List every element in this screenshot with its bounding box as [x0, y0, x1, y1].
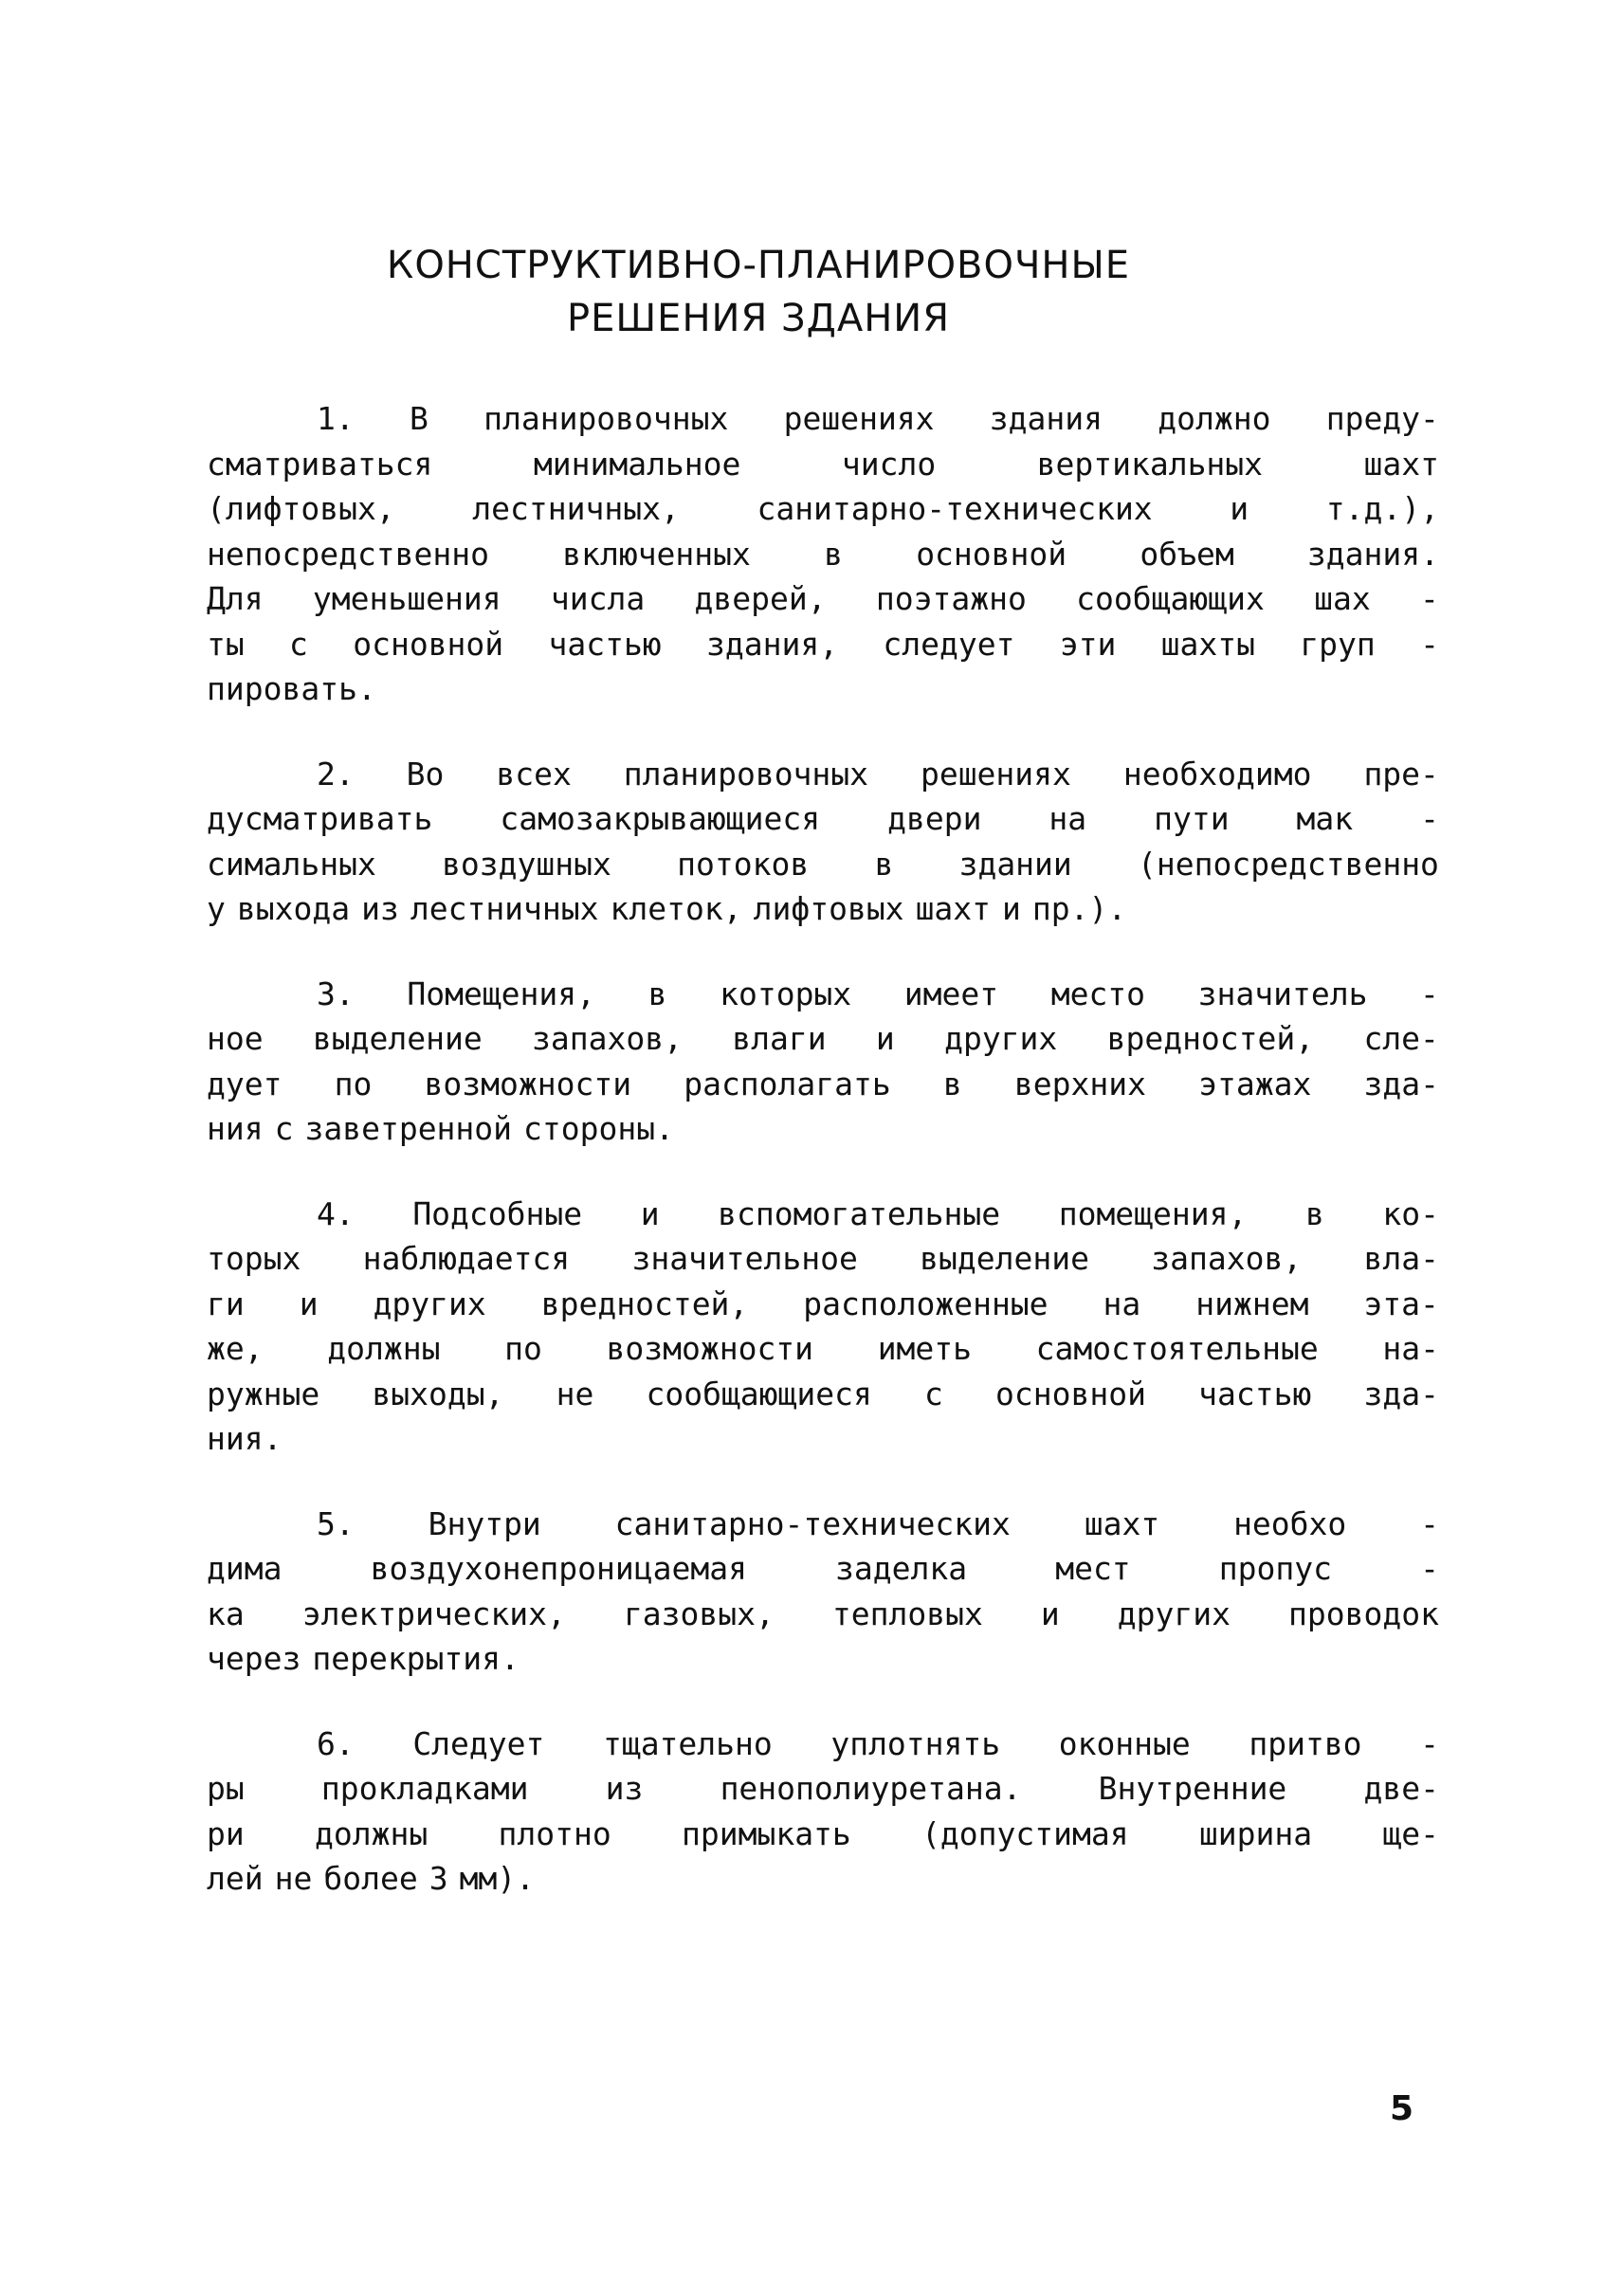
text-line: торых наблюдается значительное выделение запахов, вла-: [207, 1240, 1439, 1277]
text-line: дима воздухонепроницаемая заделка мест пропус -: [207, 1550, 1439, 1587]
page-title-line-2: РЕШЕНИЯ ЗДАНИЯ: [567, 297, 950, 340]
paragraph-1: [207, 396, 1439, 712]
page-title: [209, 239, 1308, 345]
text-line: сматриваться минимальное число вертикальных шахт: [207, 445, 1439, 483]
text-line: же, должны по возможности иметь самостоятельные на-: [207, 1330, 1439, 1367]
text-line: Для уменьшения числа дверей, поэтажно сообщающих шах -: [207, 580, 1439, 617]
paragraph-6: [207, 1722, 1439, 1902]
text-line: ры прокладками из пенополиуретана. Внутренние две-: [207, 1770, 1439, 1807]
text-line: ния с заветренной стороны.: [207, 1110, 674, 1147]
paragraph-4: [207, 1192, 1439, 1462]
text-line: непосредственно включенных в основной объем здания.: [207, 535, 1439, 573]
page-number: 5: [1390, 2089, 1414, 2128]
text-line: ги и других вредностей, расположенные на нижнем эта-: [207, 1285, 1439, 1322]
paragraph-3: [207, 972, 1439, 1152]
text-line: ное выделение запахов, влаги и других вредностей, сле-: [207, 1020, 1439, 1057]
text-line: ты с основной частью здания, следует эти шахты груп -: [207, 625, 1439, 663]
text-line: 6. Следует тщательно уплотнять оконные притво -: [317, 1724, 1439, 1762]
text-line: 1. В планировочных решениях здания должно преду-: [317, 400, 1439, 437]
paragraph-5: [207, 1502, 1439, 1682]
text-line: симальных воздушных потоков в здании (непосредственно: [207, 845, 1439, 883]
text-line: дусматривать самозакрывающиеся двери на пути мак -: [207, 800, 1439, 837]
text-line: 3. Помещения, в которых имеет место значитель -: [317, 975, 1439, 1012]
text-line: у выхода из лестничных клеток, лифтовых шахт и пр.).: [207, 890, 1127, 927]
text-line: лей не более 3 мм).: [207, 1860, 536, 1897]
text-line: ружные выходы, не сообщающиеся с основной частью зда-: [207, 1375, 1439, 1412]
paragraph-2: [207, 752, 1439, 932]
text-line: дует по возможности располагать в верхних этажах зда-: [207, 1065, 1439, 1102]
text-line: (лифтовых, лестничных, санитарно-технических и т.д.),: [207, 490, 1439, 527]
text-line: 5. Внутри санитарно-технических шахт необхо -: [317, 1504, 1439, 1542]
text-line: через перекрытия.: [207, 1640, 520, 1677]
text-line: ри должны плотно примыкать (допустимая ширина ще-: [207, 1814, 1439, 1852]
text-line: ния.: [207, 1420, 283, 1457]
text-line: ка электрических, газовых, тепловых и других проводок: [207, 1594, 1439, 1632]
text-line: 2. Во всех планировочных решениях необходимо пре-: [317, 755, 1439, 793]
text-line: пировать.: [207, 670, 376, 707]
text-line: 4. Подсобные и вспомогательные помещения, в ко-: [317, 1194, 1439, 1232]
page-title-line-1: КОНСТРУКТИВНО-ПЛАНИРОВОЧНЫЕ: [386, 244, 1131, 287]
body-text: [207, 396, 1439, 1941]
